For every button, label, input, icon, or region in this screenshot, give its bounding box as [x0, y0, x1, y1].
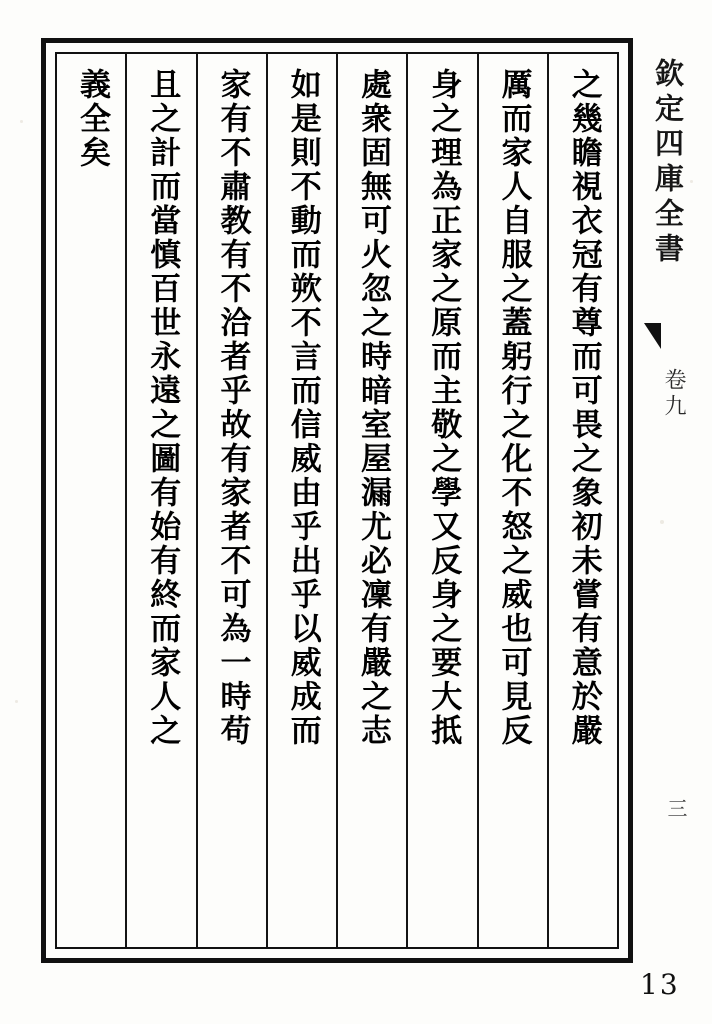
paper-speckle: [690, 180, 693, 183]
collection-title: 欽定四庫全書: [651, 58, 685, 268]
paper-speckle: [15, 700, 18, 703]
text-column-4: [336, 54, 406, 947]
paper-speckle: [20, 120, 23, 123]
text-columns: [57, 54, 617, 947]
text-block-frame: [41, 38, 633, 963]
column-text: 處衆固無可火忽之時暗室屋漏尤必凜有嚴之志: [355, 68, 392, 748]
column-text: 身之理為正家之原而主敬之學又反身之要大抵: [425, 68, 462, 748]
fishtail-mark-icon: [644, 323, 661, 349]
column-text: 且之計而當慎百世永遠之圖有始有終而家人之: [144, 68, 181, 748]
column-text: 之幾瞻視衣冠有尊而可畏之象初未嘗有意於嚴: [565, 68, 602, 748]
column-text: 厲而家人自服之蓋躬行之化不怒之威也可見反: [495, 68, 532, 748]
volume-label: 卷九: [661, 368, 686, 420]
text-column-8: [57, 54, 125, 947]
text-column-2: [477, 54, 547, 947]
paper-speckle: [660, 520, 664, 524]
text-column-7: [125, 54, 195, 947]
column-text: 家有不肅教有不洽者乎故有家者不可為一時苟: [214, 68, 251, 748]
column-text: 義全矣: [74, 68, 111, 170]
seal-mark: 三: [664, 798, 688, 821]
text-column-6: [196, 54, 266, 947]
text-column-3: [406, 54, 476, 947]
text-column-5: [266, 54, 336, 947]
page-number: 13: [640, 968, 680, 1001]
text-column-1: [547, 54, 617, 947]
page-margin: [636, 38, 712, 963]
column-text: 如是則不動而欮不言而信威由乎出乎以威成而: [284, 68, 321, 748]
